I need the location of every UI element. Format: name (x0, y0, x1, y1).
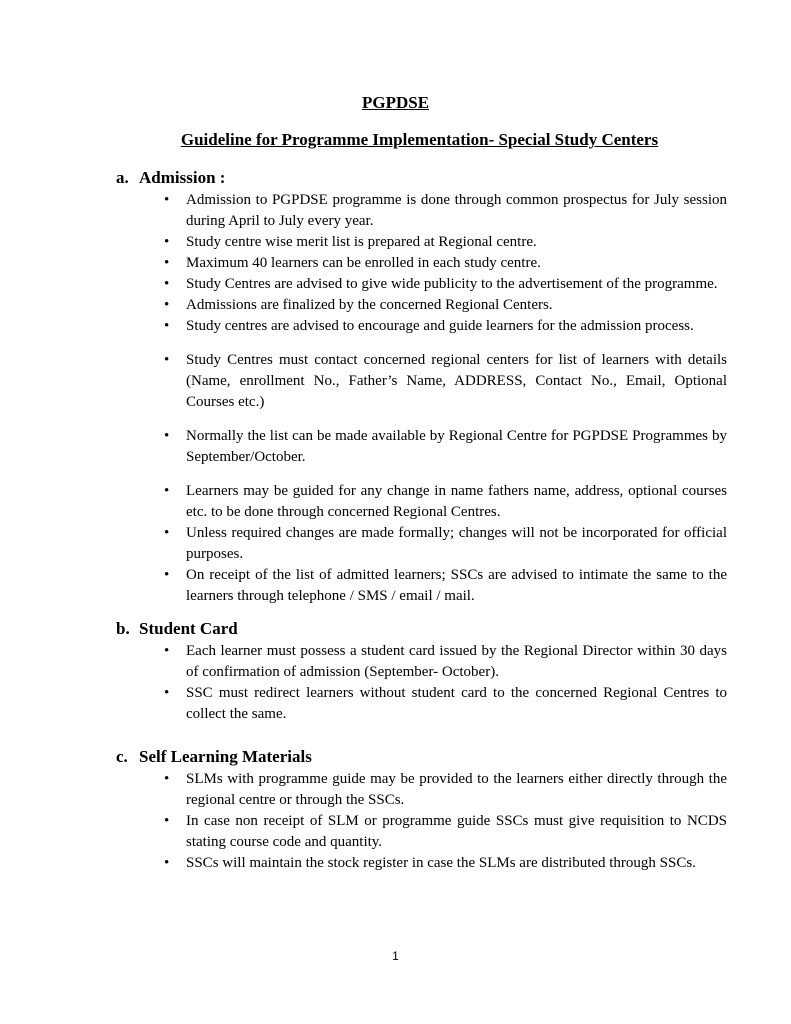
list-item: • Learners may be guided for any change in name fathers name, address, optional courses etc. to be done through concerned Regional Centres. (186, 481, 727, 523)
document-title: PGPDSE (361, 93, 430, 112)
page-number: 1 (392, 949, 399, 963)
section-heading-admission (116, 168, 225, 188)
list-item: • SSCs will maintain the stock register in case the SLMs are distributed through SSCs. (186, 853, 727, 874)
section-title: Self Learning Materials (139, 747, 312, 766)
student-card-list (186, 641, 727, 725)
list-item: • SLMs with programme guide may be provided to the learners either directly through the regional centre or through the SSCs. (186, 769, 727, 811)
list-item: • In case non receipt of SLM or programme guide SSCs must give requisition to NCDS stating course code and quantity. (186, 811, 727, 853)
list-item: • Study Centres must contact concerned regional centers for list of learners with details (Name, enrollment No., Father’s Name, ADDRESS, Contact No., Email, Optional Courses etc.) (186, 350, 727, 413)
list-item: • Admissions are finalized by the concerned Regional Centers. (186, 295, 727, 316)
document-subtitle: Guideline for Programme Implementation- Special Study Centers (180, 130, 659, 149)
section-letter: a. (116, 168, 129, 187)
list-item: • Study centre wise merit list is prepared at Regional centre. (186, 232, 727, 253)
list-item: • Study Centres are advised to give wide publicity to the advertisement of the programme. (186, 274, 727, 295)
section-heading-self-learning-materials (116, 747, 312, 767)
admission-list (186, 190, 727, 607)
list-item: • Study centres are advised to encourage and guide learners for the admission process. (186, 316, 727, 337)
section-title: Student Card (139, 619, 238, 638)
section-title: Admission : (139, 168, 226, 187)
list-item: • Each learner must possess a student card issued by the Regional Director within 30 days of confirmation of admission (September- October). (186, 641, 727, 683)
list-item: • Unless required changes are made formally; changes will not be incorporated for official purposes. (186, 523, 727, 565)
section-letter: b. (116, 619, 130, 638)
list-item: • On receipt of the list of admitted learners; SSCs are advised to intimate the same to the learners through telephone / SMS / email / mail. (186, 565, 727, 607)
section-heading-student-card (116, 619, 238, 639)
slm-list (186, 769, 727, 874)
list-item: • Normally the list can be made available by Regional Centre for PGPDSE Programmes by September/October. (186, 426, 727, 468)
list-item: • Admission to PGPDSE programme is done through common prospectus for July session during April to July every year. (186, 190, 727, 232)
list-item: • SSC must redirect learners without student card to the concerned Regional Centres to collect the same. (186, 683, 727, 725)
section-letter: c. (116, 747, 128, 766)
list-item: • Maximum 40 learners can be enrolled in each study centre. (186, 253, 727, 274)
